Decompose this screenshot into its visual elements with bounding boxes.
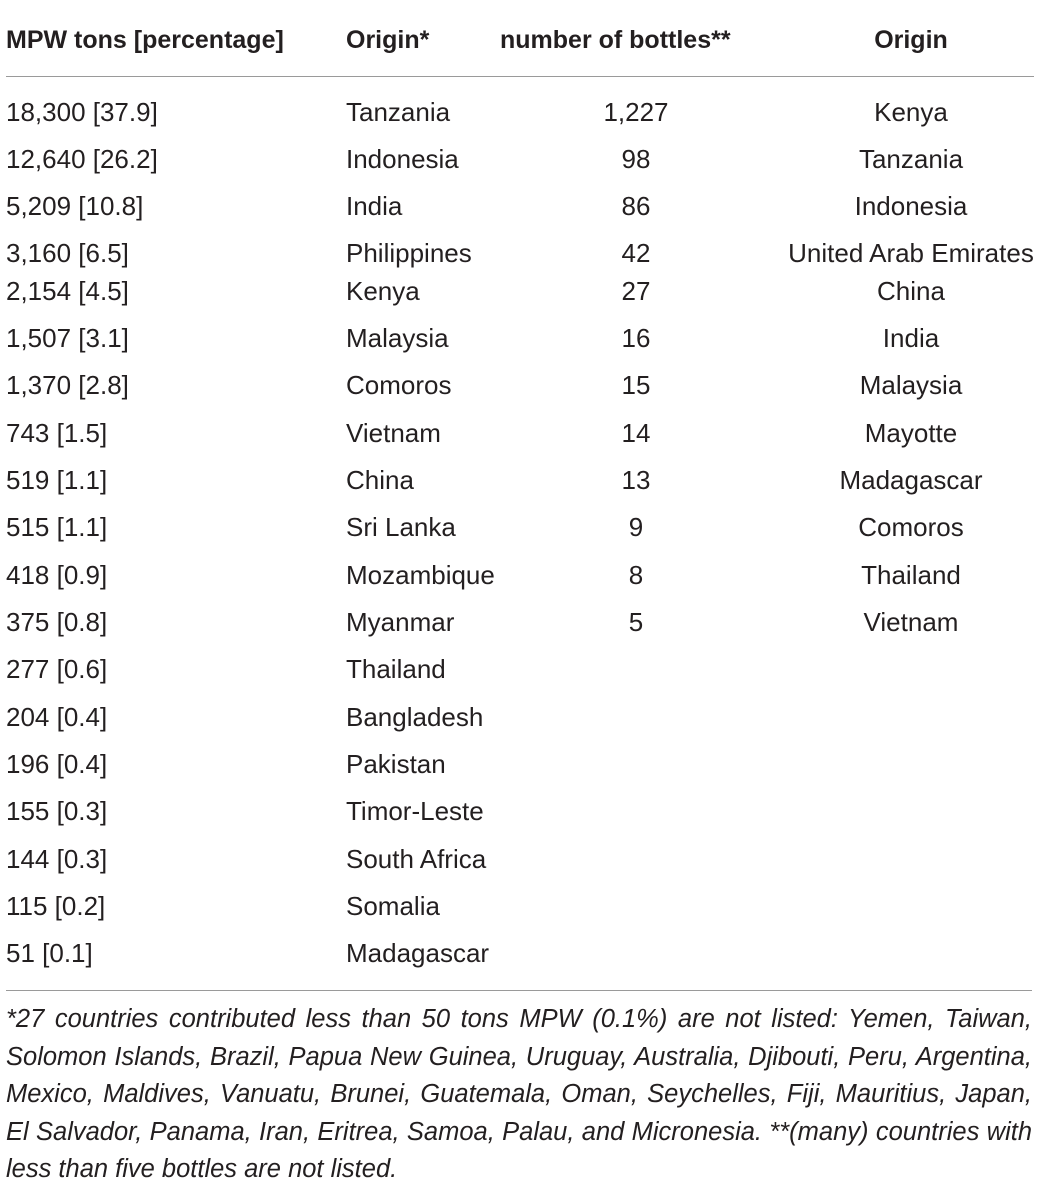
origin-mpw-cell: Thailand <box>346 654 446 684</box>
bottles-count-cell: 98 <box>621 144 651 174</box>
table-row <box>6 607 1034 647</box>
table-header-row <box>6 0 1034 77</box>
table-row <box>6 323 1034 363</box>
mpw-tons-cell: 515 [1.1] <box>6 512 108 542</box>
table-row <box>6 560 1034 600</box>
mpw-tons-cell: 519 [1.1] <box>6 465 108 495</box>
mpw-tons-cell: 115 [0.2] <box>6 891 106 921</box>
table-row <box>6 702 1034 742</box>
mpw-tons-cell: 12,640 [26.2] <box>6 144 158 174</box>
bottles-count-cell: 1,227 <box>603 97 669 127</box>
origin-mpw-cell: Malaysia <box>346 323 449 353</box>
bottles-count-cell: 13 <box>621 465 651 495</box>
mpw-tons-cell: 155 [0.3] <box>6 796 108 826</box>
origin-mpw-cell: Sri Lanka <box>346 512 456 542</box>
header-mpw-tons: MPW tons [percentage] <box>6 26 284 54</box>
origin-bottles-cell: Thailand <box>861 560 961 590</box>
mpw-tons-cell: 144 [0.3] <box>6 844 108 874</box>
origin-bottles-cell: India <box>882 323 940 353</box>
origin-bottles-cell: Malaysia <box>859 370 963 400</box>
origin-mpw-cell: China <box>346 465 414 495</box>
bottles-count-cell: 16 <box>621 323 651 353</box>
header-origin-mpw: Origin* <box>346 26 430 54</box>
origin-bottles-cell: Comoros <box>858 512 964 542</box>
table-body <box>6 77 1034 989</box>
bottles-count-cell: 86 <box>621 191 651 221</box>
table-row <box>6 796 1034 836</box>
bottles-count-cell: 27 <box>621 276 651 306</box>
mpw-tons-cell: 1,370 [2.8] <box>6 370 129 400</box>
bottles-count-cell: 9 <box>628 512 644 542</box>
mpw-tons-cell: 277 [0.6] <box>6 654 108 684</box>
table-row <box>6 465 1034 505</box>
origin-mpw-cell: Bangladesh <box>346 702 484 732</box>
origin-mpw-cell: South Africa <box>346 844 487 874</box>
mpw-tons-cell: 196 [0.4] <box>6 749 108 779</box>
bottles-count-cell: 8 <box>628 560 644 590</box>
mpw-tons-cell: 743 [1.5] <box>6 418 108 448</box>
table-footnote: *27 countries contributed less than 50 tons MPW (0.1%) are not listed: Yemen, Taiwan, Solomon Islands, Brazil, Papua New Guinea, Uruguay, Australia, Djibouti, Peru, Argentina, Mexico, Maldives, Vanuatu, Brunei, Guatemala, Oman, Seychelles, Fiji, Mauritius, Japan, El Salvador, Panama, Iran, Eritrea, Samoa, Palau, and Micronesia. **(many) countries with less than five bottles are not listed. <box>6 990 1032 1189</box>
table-row <box>6 512 1034 552</box>
origin-bottles-cell: Vietnam <box>863 607 959 637</box>
table-row <box>6 276 1034 316</box>
mpw-tons-cell: 5,209 [10.8] <box>6 191 144 221</box>
table-row <box>6 191 1034 231</box>
origin-bottles-cell: Indonesia <box>854 191 968 221</box>
mpw-tons-cell: 3,160 [6.5] <box>6 238 129 268</box>
table-row <box>6 144 1034 184</box>
origin-mpw-cell: Mozambique <box>346 560 495 590</box>
mpw-tons-cell: 204 [0.4] <box>6 702 108 732</box>
table-row <box>6 418 1034 458</box>
bottles-count-cell: 5 <box>628 607 644 637</box>
origin-mpw-cell: Indonesia <box>346 144 459 174</box>
origin-bottles-cell: Madagascar <box>839 465 983 495</box>
origin-mpw-cell: Timor-Leste <box>346 796 484 826</box>
table-row <box>6 370 1034 410</box>
origin-mpw-cell: Tanzania <box>346 97 451 127</box>
origin-bottles-cell: China <box>877 276 945 306</box>
mpw-tons-cell: 1,507 [3.1] <box>6 323 129 353</box>
origin-mpw-cell: Kenya <box>346 276 420 306</box>
header-number-of-bottles: number of bottles** <box>500 26 731 54</box>
origin-bottles-cell: Tanzania <box>858 144 964 174</box>
origin-bottles-cell: Kenya <box>874 97 948 127</box>
origin-mpw-cell: Vietnam <box>346 418 441 448</box>
origin-mpw-cell: Philippines <box>346 238 472 268</box>
origin-mpw-cell: Madagascar <box>346 938 490 968</box>
table-row <box>6 844 1034 884</box>
origin-bottles-cell: United Arab Emirates <box>788 238 1034 268</box>
origin-mpw-cell: Pakistan <box>346 749 446 779</box>
origin-mpw-cell: Somalia <box>346 891 440 921</box>
origin-mpw-cell: Comoros <box>346 370 452 400</box>
data-table <box>6 0 1034 989</box>
bottles-count-cell: 42 <box>621 238 651 268</box>
mpw-tons-cell: 2,154 [4.5] <box>6 276 129 306</box>
origin-bottles-cell: Mayotte <box>864 418 958 448</box>
header-origin-bottles: Origin <box>874 26 948 54</box>
bottles-count-cell: 14 <box>621 418 651 448</box>
table-row <box>6 749 1034 789</box>
mpw-tons-cell: 418 [0.9] <box>6 560 108 590</box>
table-row <box>6 654 1034 694</box>
mpw-tons-cell: 51 [0.1] <box>6 938 93 968</box>
bottles-count-cell: 15 <box>621 370 651 400</box>
table-row <box>6 97 1034 137</box>
origin-mpw-cell: India <box>346 191 403 221</box>
table-row <box>6 238 1034 278</box>
table-row <box>6 891 1034 931</box>
mpw-tons-cell: 18,300 [37.9] <box>6 97 158 127</box>
mpw-tons-cell: 375 [0.8] <box>6 607 108 637</box>
origin-mpw-cell: Myanmar <box>346 607 455 637</box>
table-row <box>6 938 1034 978</box>
